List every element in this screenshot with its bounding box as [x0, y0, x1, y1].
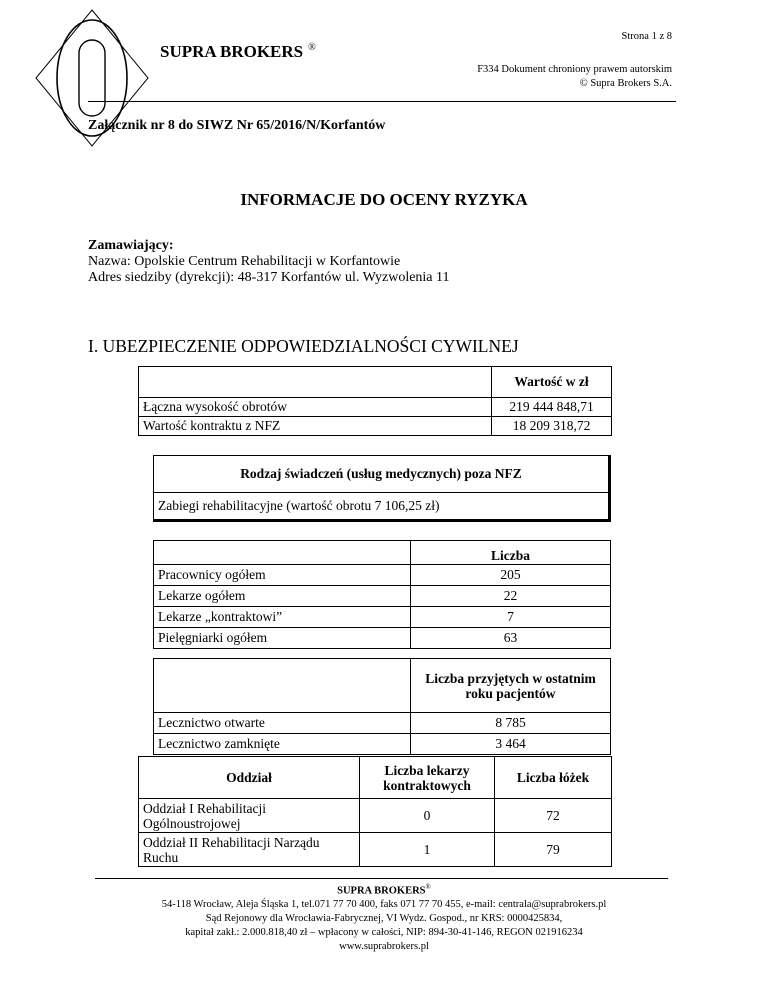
table-cell [154, 659, 411, 713]
table-cell: 0 [360, 799, 495, 833]
ward-name-line: Oddział II Rehabilitacji Narządu [143, 834, 320, 850]
registered-mark: ® [425, 883, 431, 891]
header-line: Liczba przyjętych w ostatnim [425, 670, 596, 686]
section-title: I. UBEZPIECZENIE ODPOWIEDZIALNOŚCI CYWILNEJ [88, 336, 519, 356]
table-cell [154, 541, 411, 565]
ward-name-line: Ruchu [143, 849, 179, 865]
table-row [139, 367, 612, 398]
table-row [154, 628, 611, 649]
footer-website-link[interactable]: www.suprabrokers.pl [339, 941, 429, 952]
table-header-cell: Liczba [411, 541, 611, 565]
table-cell: Lekarze „kontraktowi” [154, 607, 411, 628]
table-cell: Pielęgniarki ogółem [154, 628, 411, 649]
wards-table [138, 756, 612, 867]
table-cell: 63 [411, 628, 611, 649]
table-row [154, 565, 611, 586]
table-cell: 7 [411, 607, 611, 628]
staff-table [153, 540, 611, 649]
values-table [138, 366, 612, 436]
table-row [139, 799, 612, 833]
footer-line: Sąd Rejonowy dla Wrocławia-Fabrycznej, VI Wydz. Gospod., nr KRS: 0000425834, [205, 913, 563, 924]
table-header-cell: Liczba łóżek [495, 757, 612, 799]
table-header-cell: Oddział [139, 757, 360, 799]
brand-name: SUPRA BROKERS ® [160, 42, 316, 61]
table-header-cell: Wartość w zł [492, 367, 612, 398]
table-cell: 205 [411, 565, 611, 586]
footer-brand: SUPRA BROKERS® [337, 883, 431, 897]
table-cell: 72 [495, 799, 612, 833]
ward-name-line: Ogólnoustrojowej [143, 815, 241, 831]
footer-line: 54-118 Wrocław, Aleja Śląska 1, tel.071 77 70 400, faks 071 77 70 455, e-mail: centrala@suprabrokers.pl [161, 899, 607, 910]
table-row [154, 541, 611, 565]
footer-divider [95, 878, 668, 879]
client-label: Zamawiający: [88, 238, 174, 253]
table-row [154, 713, 611, 734]
table-row [154, 586, 611, 607]
header-line: kontraktowych [383, 777, 471, 793]
table-cell: Wartość kontraktu z NFZ [139, 417, 492, 436]
header-divider [88, 101, 676, 102]
table-cell: 79 [495, 833, 612, 867]
table-cell: Pracownicy ogółem [154, 565, 411, 586]
header-line: Liczba lekarzy [384, 762, 470, 778]
page-number: Strona 1 z 8 [621, 31, 672, 42]
table-row [139, 417, 612, 436]
table-cell: 219 444 848,71 [492, 398, 612, 417]
ward-name-line: Oddział I Rehabilitacji [143, 800, 266, 816]
services-box [153, 455, 611, 522]
table-cell: 18 209 318,72 [492, 417, 612, 436]
annex-reference: Załącznik nr 8 do SIWZ Nr 65/2016/N/Korfantów [88, 118, 386, 133]
table-cell: 3 464 [411, 734, 611, 755]
client-name: Nazwa: Opolskie Centrum Rehabilitacji w Korfantowie [88, 254, 401, 269]
client-info [88, 238, 450, 286]
table-header-cell [360, 757, 495, 799]
table-cell: 8 785 [411, 713, 611, 734]
table-row [154, 734, 611, 755]
table-cell: Lecznictwo otwarte [154, 713, 411, 734]
copyright-line: F334 Dokument chroniony prawem autorskim [477, 64, 672, 75]
table-cell [139, 833, 360, 867]
table-row [139, 757, 612, 799]
table-row [139, 833, 612, 867]
table-cell [139, 799, 360, 833]
services-value: Zabiegi rehabilitacyjne (wartość obrotu 7 106,25 zł) [158, 498, 440, 513]
header-line: roku pacjentów [465, 685, 556, 701]
patients-table [153, 658, 611, 755]
table-row [154, 659, 611, 713]
table-row [139, 398, 612, 417]
document-title: INFORMACJE DO OCENY RYZYKA [240, 190, 528, 209]
copyright-line: © Supra Brokers S.A. [579, 78, 672, 89]
registered-mark: ® [308, 42, 316, 54]
footer-line: kapitał zakł.: 2.000.818,40 zł – wpłacony w całości, NIP: 894-30-41-146, REGON 021916234 [185, 927, 583, 938]
table-row [154, 607, 611, 628]
table-cell: 22 [411, 586, 611, 607]
table-cell: Lecznictwo zamknięte [154, 734, 411, 755]
table-header-cell [411, 659, 611, 713]
copyright-notice [477, 63, 672, 91]
table-cell: 1 [360, 833, 495, 867]
footer-info [0, 898, 768, 954]
services-header: Rodzaj świadczeń (usług medycznych) poza NFZ [154, 456, 608, 493]
client-address: Adres siedziby (dyrekcji): 48-317 Korfantów ul. Wyzwolenia 11 [88, 270, 450, 285]
table-cell [139, 367, 492, 398]
table-cell: Lekarze ogółem [154, 586, 411, 607]
table-cell: Łączna wysokość obrotów [139, 398, 492, 417]
